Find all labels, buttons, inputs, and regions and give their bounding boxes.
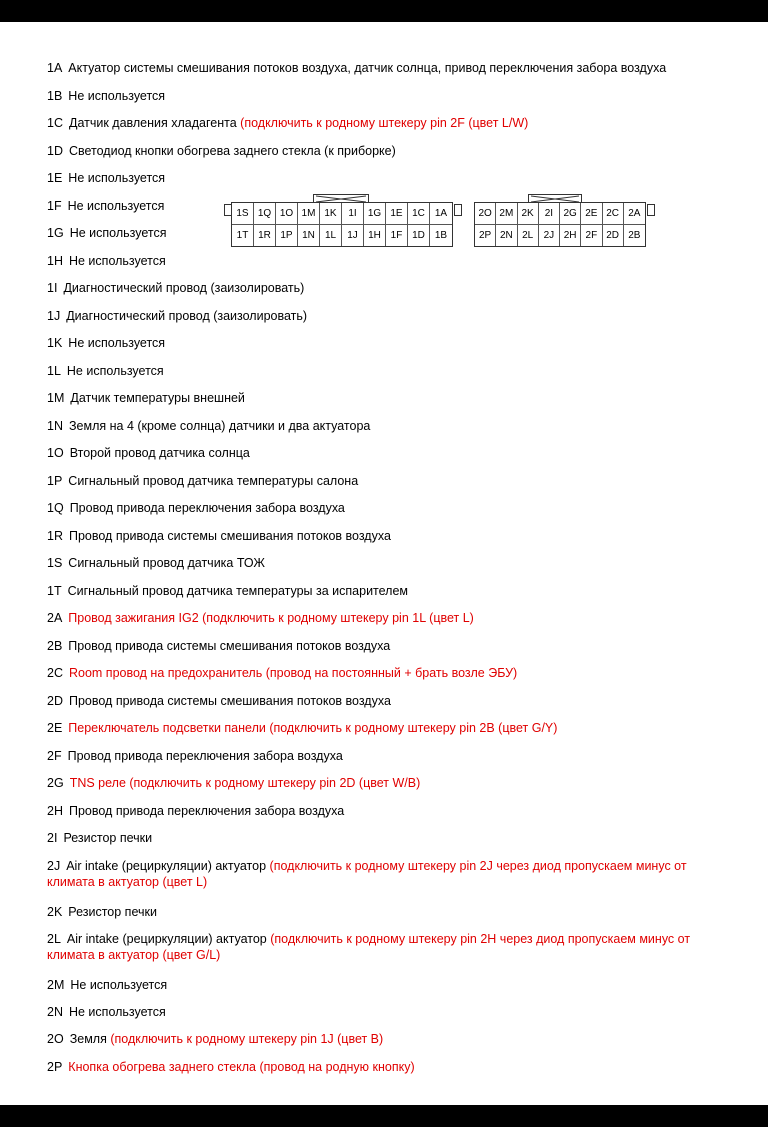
connector-pin-cell: 1H [364, 225, 386, 246]
pin-row [47, 775, 420, 791]
connector-pin-cell: 2A [624, 203, 645, 225]
pin-description: Датчик температуры внешней [70, 391, 245, 405]
pin-row [47, 665, 517, 681]
pin-code: 1N [47, 419, 63, 433]
pin-code: 2I [47, 831, 58, 845]
pin-row [47, 225, 166, 241]
pin-code: 2K [47, 905, 63, 919]
pin-code: 1J [47, 309, 61, 323]
pin-code: 1S [47, 556, 63, 570]
pin-row [47, 308, 307, 324]
pin-description: Провод привода переключения забора воздуха [67, 749, 343, 763]
pin-description: Провод привода системы смешивания потоков воздуха [68, 639, 391, 653]
pin-code: 1H [47, 254, 63, 268]
pin-row [47, 253, 166, 269]
pin-row [47, 638, 390, 654]
connector-pin-cell: 2G [560, 203, 581, 225]
connector-pin-cell: 1A [430, 203, 452, 225]
pin-row [47, 418, 370, 434]
pin-row [47, 143, 396, 159]
connector-pin-cell: 1T [232, 225, 254, 246]
pin-description: Диагностический провод (заизолировать) [63, 281, 305, 295]
pin-description: Сигнальный провод датчика ТОЖ [68, 556, 265, 570]
pin-row [47, 555, 265, 571]
connector-pin-cell: 1K [320, 203, 342, 225]
pin-code: 1M [47, 391, 65, 405]
pin-note: (подключить к родному штекеру pin 2F (цвет L/W) [240, 116, 529, 130]
pin-row [47, 335, 165, 351]
connector-pin-cell: 1M [298, 203, 320, 225]
pin-description: Сигнальный провод датчика температуры салона [68, 474, 359, 488]
top-black-bar [0, 0, 768, 22]
pin-description: Не используется [67, 199, 165, 213]
pin-row [47, 390, 245, 406]
pin-code: 1B [47, 89, 63, 103]
pin-description: Не используется [68, 254, 166, 268]
pin-row [47, 583, 408, 599]
pin-code: 1R [47, 529, 63, 543]
pin-row [47, 904, 157, 920]
pin-note: Переключатель подсветки панели (подключить к родному штекеру pin 2B (цвет G/Y) [68, 721, 558, 735]
pin-row [47, 1059, 415, 1075]
bottom-black-bar [0, 1105, 768, 1127]
pin-row [47, 858, 722, 890]
pin-description: Сигнальный провод датчика температуры за испарителем [67, 584, 409, 598]
connector-pin-cell: 2B [628, 230, 641, 241]
pin-code: 1G [47, 226, 64, 240]
pin-code: 2D [47, 694, 63, 708]
pin-row [47, 500, 345, 516]
pin-row [47, 693, 391, 709]
pin-code: 1L [47, 364, 61, 378]
pin-code: 1A [47, 61, 63, 75]
pin-row [47, 170, 165, 186]
pin-note: Провод зажигания IG2 (подключить к родному штекеру pin 1L (цвет L) [68, 611, 474, 625]
connector-2-pin-grid [474, 202, 646, 247]
pin-code: 1F [47, 199, 62, 213]
connector-pin-cell: 1L [320, 225, 342, 246]
pin-note: Кнопка обогрева заднего стекла (провод на родную кнопку) [68, 1060, 415, 1074]
pin-code: 2E [47, 721, 63, 735]
pin-code: 1I [47, 281, 58, 295]
connector-pin-cell: 2E [581, 203, 602, 225]
pin-row [47, 1031, 383, 1047]
pin-code: 1K [47, 336, 63, 350]
pin-code: 2B [47, 639, 63, 653]
pin-description: Датчик давления хладагента [68, 116, 237, 130]
connector-pin-cell: 2I [539, 203, 560, 225]
pin-note: TNS реле (подключить к родному штекеру pin 2D (цвет W/B) [69, 776, 421, 790]
connector-pin-cell: 1I [342, 203, 364, 225]
pin-note: (подключить к родному штекеру pin 2H через диод пропускаем минус от климата в актуатор (цвет G/L) [47, 932, 691, 962]
pin-row [47, 60, 666, 76]
pin-description: Не используется [70, 978, 168, 992]
pin-description: Провод привода переключения забора воздуха [68, 804, 345, 818]
pin-row [47, 528, 391, 544]
connector-pin-cell: 2O [475, 203, 496, 225]
pin-description: Земля [69, 1032, 107, 1046]
pin-row [47, 720, 557, 736]
connector-pin-cell: 1S [232, 203, 254, 225]
connector-1-pin-grid [231, 202, 453, 247]
pin-row [47, 198, 164, 214]
pin-description: Air intake (рециркуляции) актуатор [66, 932, 267, 946]
connector-1-tab-right [454, 204, 462, 216]
pin-description: Резистор печки [63, 831, 153, 845]
pin-row [47, 115, 528, 131]
connector-pin-cell: 1O [276, 203, 298, 225]
pin-row [47, 280, 304, 296]
pin-code: 2F [47, 749, 62, 763]
pin-code: 1P [47, 474, 63, 488]
connector-2-tab-right [647, 204, 655, 216]
connector-pin-cell: 1R [254, 225, 276, 246]
pin-description: Не используется [69, 226, 167, 240]
pin-code: 2O [47, 1032, 64, 1046]
pin-description: Не используется [68, 171, 166, 185]
pin-description: Не используется [66, 364, 164, 378]
pin-note: (подключить к родному штекеру pin 1J (цвет B) [110, 1032, 384, 1046]
connector-pin-cell: 1F [386, 225, 408, 246]
pin-code: 2C [47, 666, 63, 680]
connector-pin-cell: 2L [518, 225, 539, 246]
connector-pin-cell: 1P [276, 225, 298, 246]
pin-code: 2N [47, 1005, 63, 1019]
pin-code: 2J [47, 859, 61, 873]
pin-row [47, 610, 474, 626]
connector-pin-cell: 1E [386, 203, 408, 225]
pin-row [47, 445, 250, 461]
connector-2-diagram [474, 194, 646, 250]
connector-pin-cell: 1D [408, 225, 430, 246]
pin-code: 2M [47, 978, 65, 992]
connector-pin-cell: 2D [603, 225, 624, 246]
pin-description: Второй провод датчика солнца [69, 446, 250, 460]
pin-description: Актуатор системы смешивания потоков воздуха, датчик солнца, привод переключения забора воздуха [68, 61, 667, 75]
connector-pin-cell: 2P [475, 225, 496, 246]
pin-row [47, 803, 344, 819]
pin-row [47, 363, 164, 379]
connector-pin-cell: 2M [496, 203, 517, 225]
connector-pin-cell: 2K [518, 203, 539, 225]
pin-code: 2L [47, 932, 61, 946]
pin-row [47, 473, 358, 489]
pin-row [47, 748, 343, 764]
pin-code: 1C [47, 116, 63, 130]
pin-row [47, 931, 722, 963]
connector-pin-cell: 2C [603, 203, 624, 225]
pin-description: Не используется [68, 89, 166, 103]
connector-pin-cell: 1J [342, 225, 364, 246]
pin-row [47, 830, 152, 846]
document-page [0, 22, 768, 1105]
connector-1-diagram [231, 194, 453, 250]
pin-description: Не используется [68, 336, 166, 350]
pin-row [47, 977, 167, 993]
connector-pin-cell: 2N [496, 225, 517, 246]
pin-description: Air intake (рециркуляции) актуатор [66, 859, 267, 873]
pin-note: Room провод на предохранитель (провод на постоянный + брать возле ЭБУ) [68, 666, 518, 680]
pin-code: 2A [47, 611, 63, 625]
connector-pin-cell: 2J [539, 225, 560, 246]
pin-description: Провод привода системы смешивания потоков воздуха [68, 529, 391, 543]
connector-pin-cell: 1N [298, 225, 320, 246]
pin-code: 1E [47, 171, 63, 185]
pin-row [47, 1004, 166, 1020]
connector-pin-cell: 2H [560, 225, 581, 246]
connector-pin-cell: 1C [408, 203, 430, 225]
connector-pin-cell: 1Q [254, 203, 276, 225]
pin-description: Земля на 4 (кроме солнца) датчики и два актуатора [68, 419, 371, 433]
connector-pin-cell: 1G [364, 203, 386, 225]
pin-code: 1D [47, 144, 63, 158]
pin-code: 1Q [47, 501, 64, 515]
connector-pin-cell: 2F [581, 225, 602, 246]
pin-description: Провод привода переключения забора воздуха [69, 501, 345, 515]
pin-description: Резистор печки [68, 905, 157, 919]
pin-code: 1T [47, 584, 62, 598]
pin-description: Диагностический провод (заизолировать) [66, 309, 308, 323]
pin-description: Не используется [68, 1005, 166, 1019]
pin-code: 2H [47, 804, 63, 818]
pin-code: 2G [47, 776, 64, 790]
pin-code: 1O [47, 446, 64, 460]
connector-pin-cell: 1B [434, 230, 448, 241]
pin-description: Светодиод кнопки обогрева заднего стекла (к приборке) [68, 144, 396, 158]
pin-note: (подключить к родному штекеру pin 2J через диод пропускаем минус от климата в актуатор (цвет L) [47, 859, 687, 889]
pin-row [47, 88, 165, 104]
pin-description: Провод привода системы смешивания потоков воздуха [68, 694, 391, 708]
pin-code: 2P [47, 1060, 63, 1074]
